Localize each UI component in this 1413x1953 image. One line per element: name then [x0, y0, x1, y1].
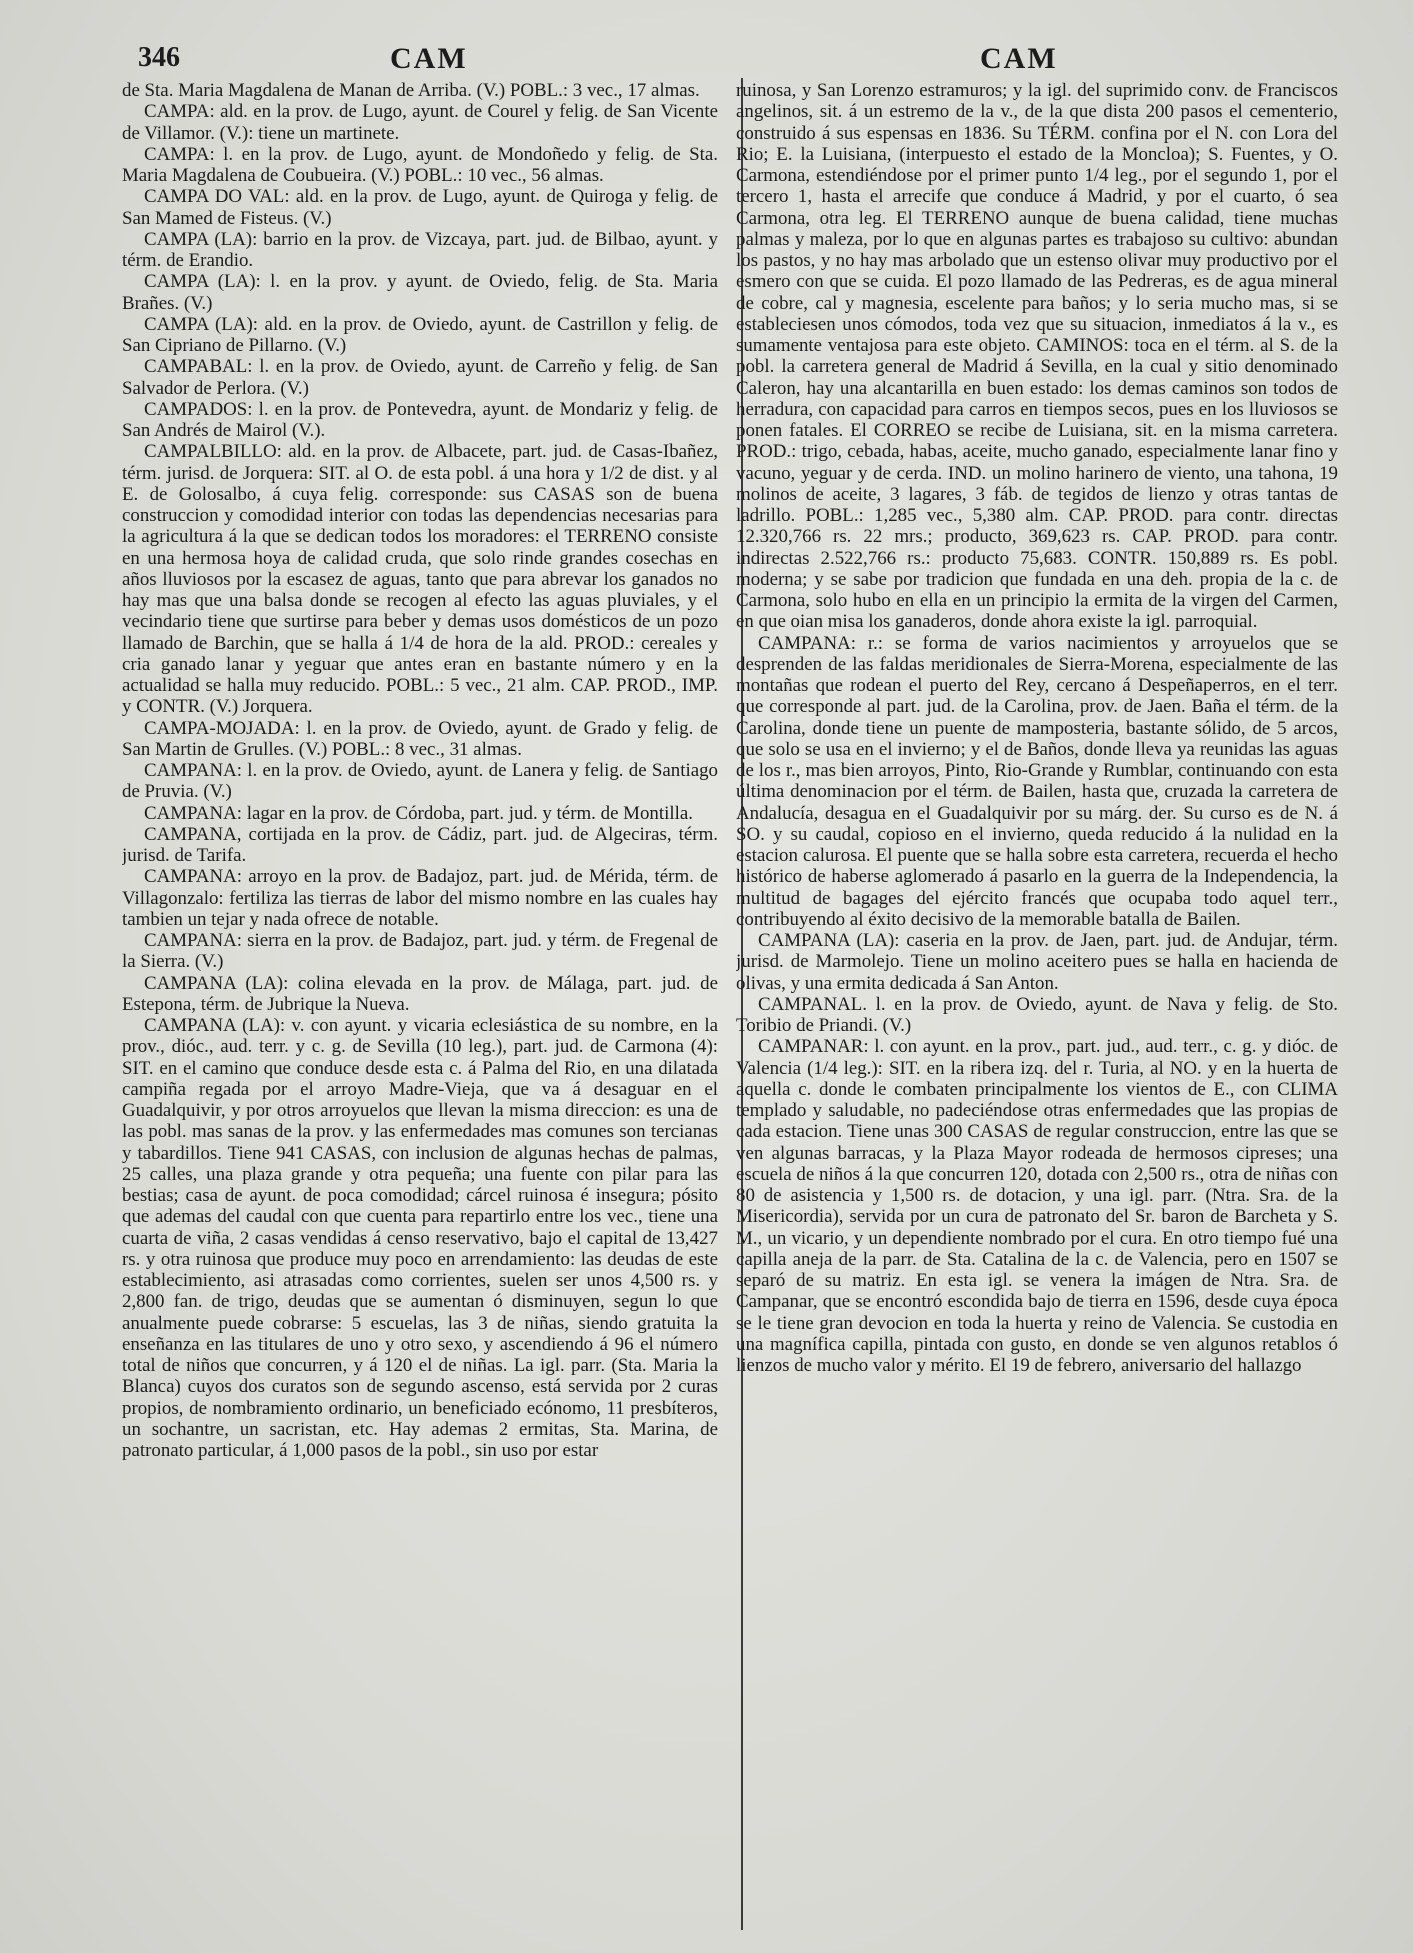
- dictionary-entry: CAMPA: l. en la prov. de Lugo, ayunt. de Mondoñedo y felig. de Sta. Maria Magdalena de Coubueira. (V.) POBL.: 10 vec., 56 almas.: [122, 143, 718, 186]
- page-header: [130, 42, 1365, 78]
- right-column: [736, 80, 1338, 1930]
- dictionary-entry: CAMPABAL: l. en la prov. de Oviedo, ayunt. de Carreño y felig. de San Salvador de Perlora. (V.): [122, 356, 718, 399]
- dictionary-entry: CAMPA (LA): barrio en la prov. de Vizcaya, part. jud. de Bilbao, ayunt. y térm. de Erandio.: [122, 228, 718, 271]
- paragraph-continued: ruinosa, y San Lorenzo estramuros; y la igl. del suprimido conv. de Franciscos angelinos, sit. á un estremo de la v., de la que dista 200 pasos el cementerio, construido á sus espensas en 1836. Su TÉRM. confina por el N. con Lora del Rio; E. la Luisiana, (interpuesto el estado de la Moncloa); S. Fuentes, y O. Carmona, estendiéndose por el primer punto 1/4 leg., por el segundo 1, por el tercero 1, hasta el arrecife que conduce á Madrid, y por el cuarto, ó sea Carmona, otra leg. El TERRENO aunque de buena calidad, tiene muchas palmas y maleza, por lo que en algunas partes es trabajoso su cultivo: abundan los pastos, y no hay mas arbolado que un estenso olivar muy productivo por el esmero con que se cuida. El pozo llamado de las Pedreras, es de agua mineral de cobre, cal y magnesia, escelente para baños; y lo seria mucho mas, si se estableciesen unos cómodos, toda vez que su situacion, inmediatos á la v., es sumamente ventajosa para este objeto. CAMINOS: toca en el térm. al S. de la pobl. la carretera general de Madrid á Sevilla, en la cual y sitio denominado Caleron, hay una alcantarilla en buen estado: los demas caminos son todos de herradura, con capacidad para carros en tiempos secos, pues en los lluviosos se ponen fatales. El CORREO se recibe de Luisiana, sit. en la misma carretera. PROD.: trigo, cebada, habas, aceite, mucho ganado, especialmente lanar fino y vacuno, yeguar y de cerda. IND. un molino harinero de viento, una tahona, 19 molinos de aceite, 3 lagares, 3 fáb. de tegidos de lienzo y otras tantas de ladrillo. POBL.: 1,285 vec., 5,380 alm. CAP. PROD. para contr. directas 12.320,766 rs. 22 mrs.; producto, 369,623 rs. CAP. PROD. para contr. indirectas 2.522,766 rs.: producto 75,683. CONTR. 150,889 rs. Es pobl. moderna; y se sabe por tradicion que fundada en una deh. propia de la c. de Carmona, solo hubo en ella en un principio la ermita de la virgen del Carmen, en que oian misa los ganaderos, donde ahora existe la igl. parroquial.: [736, 80, 1338, 633]
- dictionary-entry: CAMPANA (LA): v. con ayunt. y vicaria eclesiástica de su nombre, en la prov., dióc., aud. terr. y c. g. de Sevilla (10 leg.), part. jud. de Carmona (4): SIT. en el camino que conduce desde esta c. á Palma del Rio, en una dilatada campiña regada por el arroyo Madre-Vieja, que va á desaguar en el Guadalquivir, y por otros arroyuelos que llevan la misma direccion: es una de las pobl. mas sanas de la prov. y las enfermedades mas comunes son tercianas y tabardillos. Tiene 941 CASAS, con inclusion de algunas hechas de palmas, 25 calles, una plaza grande y otra pequeña; una fuente con pilar para las bestias; casa de ayunt. de poca comodidad; cárcel ruinosa é insegura; pósito que ademas del caudal con que cuenta para repartirlo entre los vec., tiene una cuarta de viña, 2 casas vendidas á censo reservativo, bajo el capital de 13,427 rs. y otra ruinosa que produce muy poco en arrendamiento: las deudas de este establecimiento, asi atrasadas como corrientes, suelen ser unos 4,500 rs. y 2,800 fan. de trigo, deudas que se aumentan ó disminuyen, segun lo que anualmente puede cobrarse: 5 escuelas, las 3 de niñas, siendo gratuita la enseñanza en las titulares de uno y otro sexo, y ascendiendo á 96 el número total de niños que concurren, y á 120 el de niñas. La igl. parr. (Sta. Maria la Blanca) cuyos dos curatos son de segundo ascenso, está servida por 2 curas propios, de nombramiento ordinario, un beneficiado ecónomo, 11 presbíteros, un sochantre, un sacristan, etc. Hay ademas 2 ermitas, Sta. Marina, de patronato particular, á 1,000 pasos de la pobl., sin uso por estar: [122, 1015, 718, 1461]
- dictionary-entry: CAMPADOS: l. en la prov. de Pontevedra, ayunt. de Mondariz y felig. de San Andrés de Mairol (V.).: [122, 398, 718, 441]
- dictionary-entry: CAMPA DO VAL: ald. en la prov. de Lugo, ayunt. de Quiroga y felig. de San Mamed de Fisteus. (V.): [122, 186, 718, 229]
- running-head-left: CAM: [390, 42, 468, 75]
- dictionary-entry: CAMPA: ald. en la prov. de Lugo, ayunt. de Courel y felig. de San Vicente de Villamor. (V.): tiene un martinete.: [122, 101, 718, 144]
- running-head-right: CAM: [980, 42, 1058, 75]
- dictionary-entry: CAMPA (LA): ald. en la prov. de Oviedo, ayunt. de Castrillon y felig. de San Cipriano de Pillarno. (V.): [122, 313, 718, 356]
- paragraph-continued: de Sta. Maria Magdalena de Manan de Arriba. (V.) POBL.: 3 vec., 17 almas.: [122, 80, 700, 101]
- dictionary-entry: CAMPANA: r.: se forma de varios nacimientos y arroyuelos que se desprenden de las faldas meridionales de Sierra-Morena, especialmente de las montañas que rodean el puerto del Rey, cercano á Despeñaperros, en el terr. que corresponde al part. jud. de la Carolina, prov. de Jaen. Baña el térm. de la Carolina, donde tiene un puente de mamposteria, bastante sólido, de 5 arcos, que solo se usa en el invierno; y el de Baños, donde lleva ya reunidas las aguas de los r., mas bien arroyos, Pinto, Rio-Grande y Rumblar, continuando con esta última denominacion por el térm. de Bailen, hasta que, cruzada la carretera de Andalucía, desagua en el Guadalquivir por su márg. der. Su curso es de N. á SO. y su caudal, copioso en el invierno, queda reducido á la nulidad en la estacion calurosa. El puente que se halla sobre esta carretera, recuerda el hecho histórico de haberse aglomerado á pasarlo en la guerra de la Independencia, la multitud de bagages del ejército francés que ocupaba todo aquel terr., contribuyendo al éxito decisivo de la memorable batalla de Bailen.: [736, 632, 1338, 930]
- dictionary-entry: CAMPANA: sierra en la prov. de Badajoz, part. jud. y térm. de Fregenal de la Sierra. (V.): [122, 930, 718, 973]
- dictionary-entry: CAMPANA (LA): caseria en la prov. de Jaen, part. jud. de Andujar, térm. jurisd. de Marmolejo. Tiene un molino aceitero pues se halla en hacienda de olivas, y una ermita dedicada á San Anton.: [736, 930, 1338, 994]
- dictionary-entry: CAMPANA: l. en la prov. de Oviedo, ayunt. de Lanera y felig. de Santiago de Pruvia. (V.): [122, 760, 718, 803]
- dictionary-entry: CAMPANAR: l. con ayunt. en la prov., part. jud., aud. terr., c. g. y dióc. de Valencia (1/4 leg.): SIT. en la ribera izq. del r. Turia, al NO. y en la huerta de aquella c. donde le combaten principalmente los vientos de E., con CLIMA templado y saludable, no padeciéndose otras enfermedades que las propias de cada estacion. Tiene unas 300 CASAS de regular construccion, entre las que se ven algunas barracas, y la Plaza Mayor rodeada de hermosos cipreses; una escuela de niños á la que concurren 120, dotada con 2,500 rs., otra de niñas con 80 de asistencia y 1,500 rs. de dotacion, y una igl. parr. (Ntra. Sra. de la Misericordia), servida por un cura de patronato del Sr. baron de Barcheta y S. M., un vicario, y un dependiente nombrado por el cura. En otro tiempo fué una capilla aneja de la parr. de Sta. Catalina de la c. de Valencia, pero en 1507 se separó de su matriz. En esta igl. se venera la imágen de Ntra. Sra. de Campanar, que se encontró escondida bajo de tierra en 1596, desde cuya época se le tiene gran devocion en toda la huerta y reino de Valencia. Se custodia en una magnífica capilla, pintada con gusto, en donde se ven algunos retablos ó lienzos de mucho valor y mérito. El 19 de febrero, aniversario del hallazgo: [736, 1036, 1338, 1376]
- dictionary-entry: CAMPANA, cortijada en la prov. de Cádiz, part. jud. de Algeciras, térm. jurisd. de Tarifa.: [122, 823, 718, 866]
- dictionary-entry: CAMPANA: arroyo en la prov. de Badajoz, part. jud. de Mérida, térm. de Villagonzalo: fertiliza las tierras de labor del mismo nombre en las cuales hay tambien un tejar y nada ofrece de notable.: [122, 866, 718, 930]
- dictionary-entry: CAMPALBILLO: ald. en la prov. de Albacete, part. jud. de Casas-Ibañez, térm. jurisd. de Jorquera: SIT. al O. de esta pobl. á una hora y 1/2 de dist. y al E. de Golosalbo, á cuya felig. corresponde: sus CASAS son de buena construccion y comodidad interior con todas las dependencias necesarias para la agricultura á la que se dedican todos los moradores: el TERRENO consiste en una hermosa hoya de calidad cruda, que solo rinde grandes cosechas en años lluviosos por la escasez de aguas, tanto que para abrevar los ganados no hay mas que una balsa donde se recogen al efecto las aguas pluviales, y el vecindario tiene que surtirse para beber y demas usos domésticos de un pozo llamado de Barchin, que se halla á 1/4 de hora de la ald. PROD.: cereales y cria ganado lanar y yeguar que antes eran en bastante número y en la actualidad se halla muy reducido. POBL.: 5 vec., 21 alm. CAP. PROD., IMP. y CONTR. (V.) Jorquera.: [122, 441, 718, 718]
- dictionary-entry: CAMPANA: lagar en la prov. de Córdoba, part. jud. y térm. de Montilla.: [144, 802, 693, 824]
- text-columns: [122, 80, 1340, 1930]
- dictionary-entry: CAMPA-MOJADA: l. en la prov. de Oviedo, ayunt. de Grado y felig. de San Martin de Grulles. (V.) POBL.: 8 vec., 31 almas.: [122, 717, 718, 760]
- page-number: 346: [138, 42, 180, 73]
- left-column: [122, 80, 718, 1930]
- dictionary-entry: CAMPA (LA): l. en la prov. y ayunt. de Oviedo, felig. de Sta. Maria Brañes. (V.): [122, 271, 718, 314]
- dictionary-entry: CAMPANAL. l. en la prov. de Oviedo, ayunt. de Nava y felig. de Sto. Toribio de Priandi. (V.): [736, 993, 1338, 1036]
- dictionary-entry: CAMPANA (LA): colina elevada en la prov. de Málaga, part. jud. de Estepona, térm. de Jubrique la Nueva.: [122, 972, 718, 1015]
